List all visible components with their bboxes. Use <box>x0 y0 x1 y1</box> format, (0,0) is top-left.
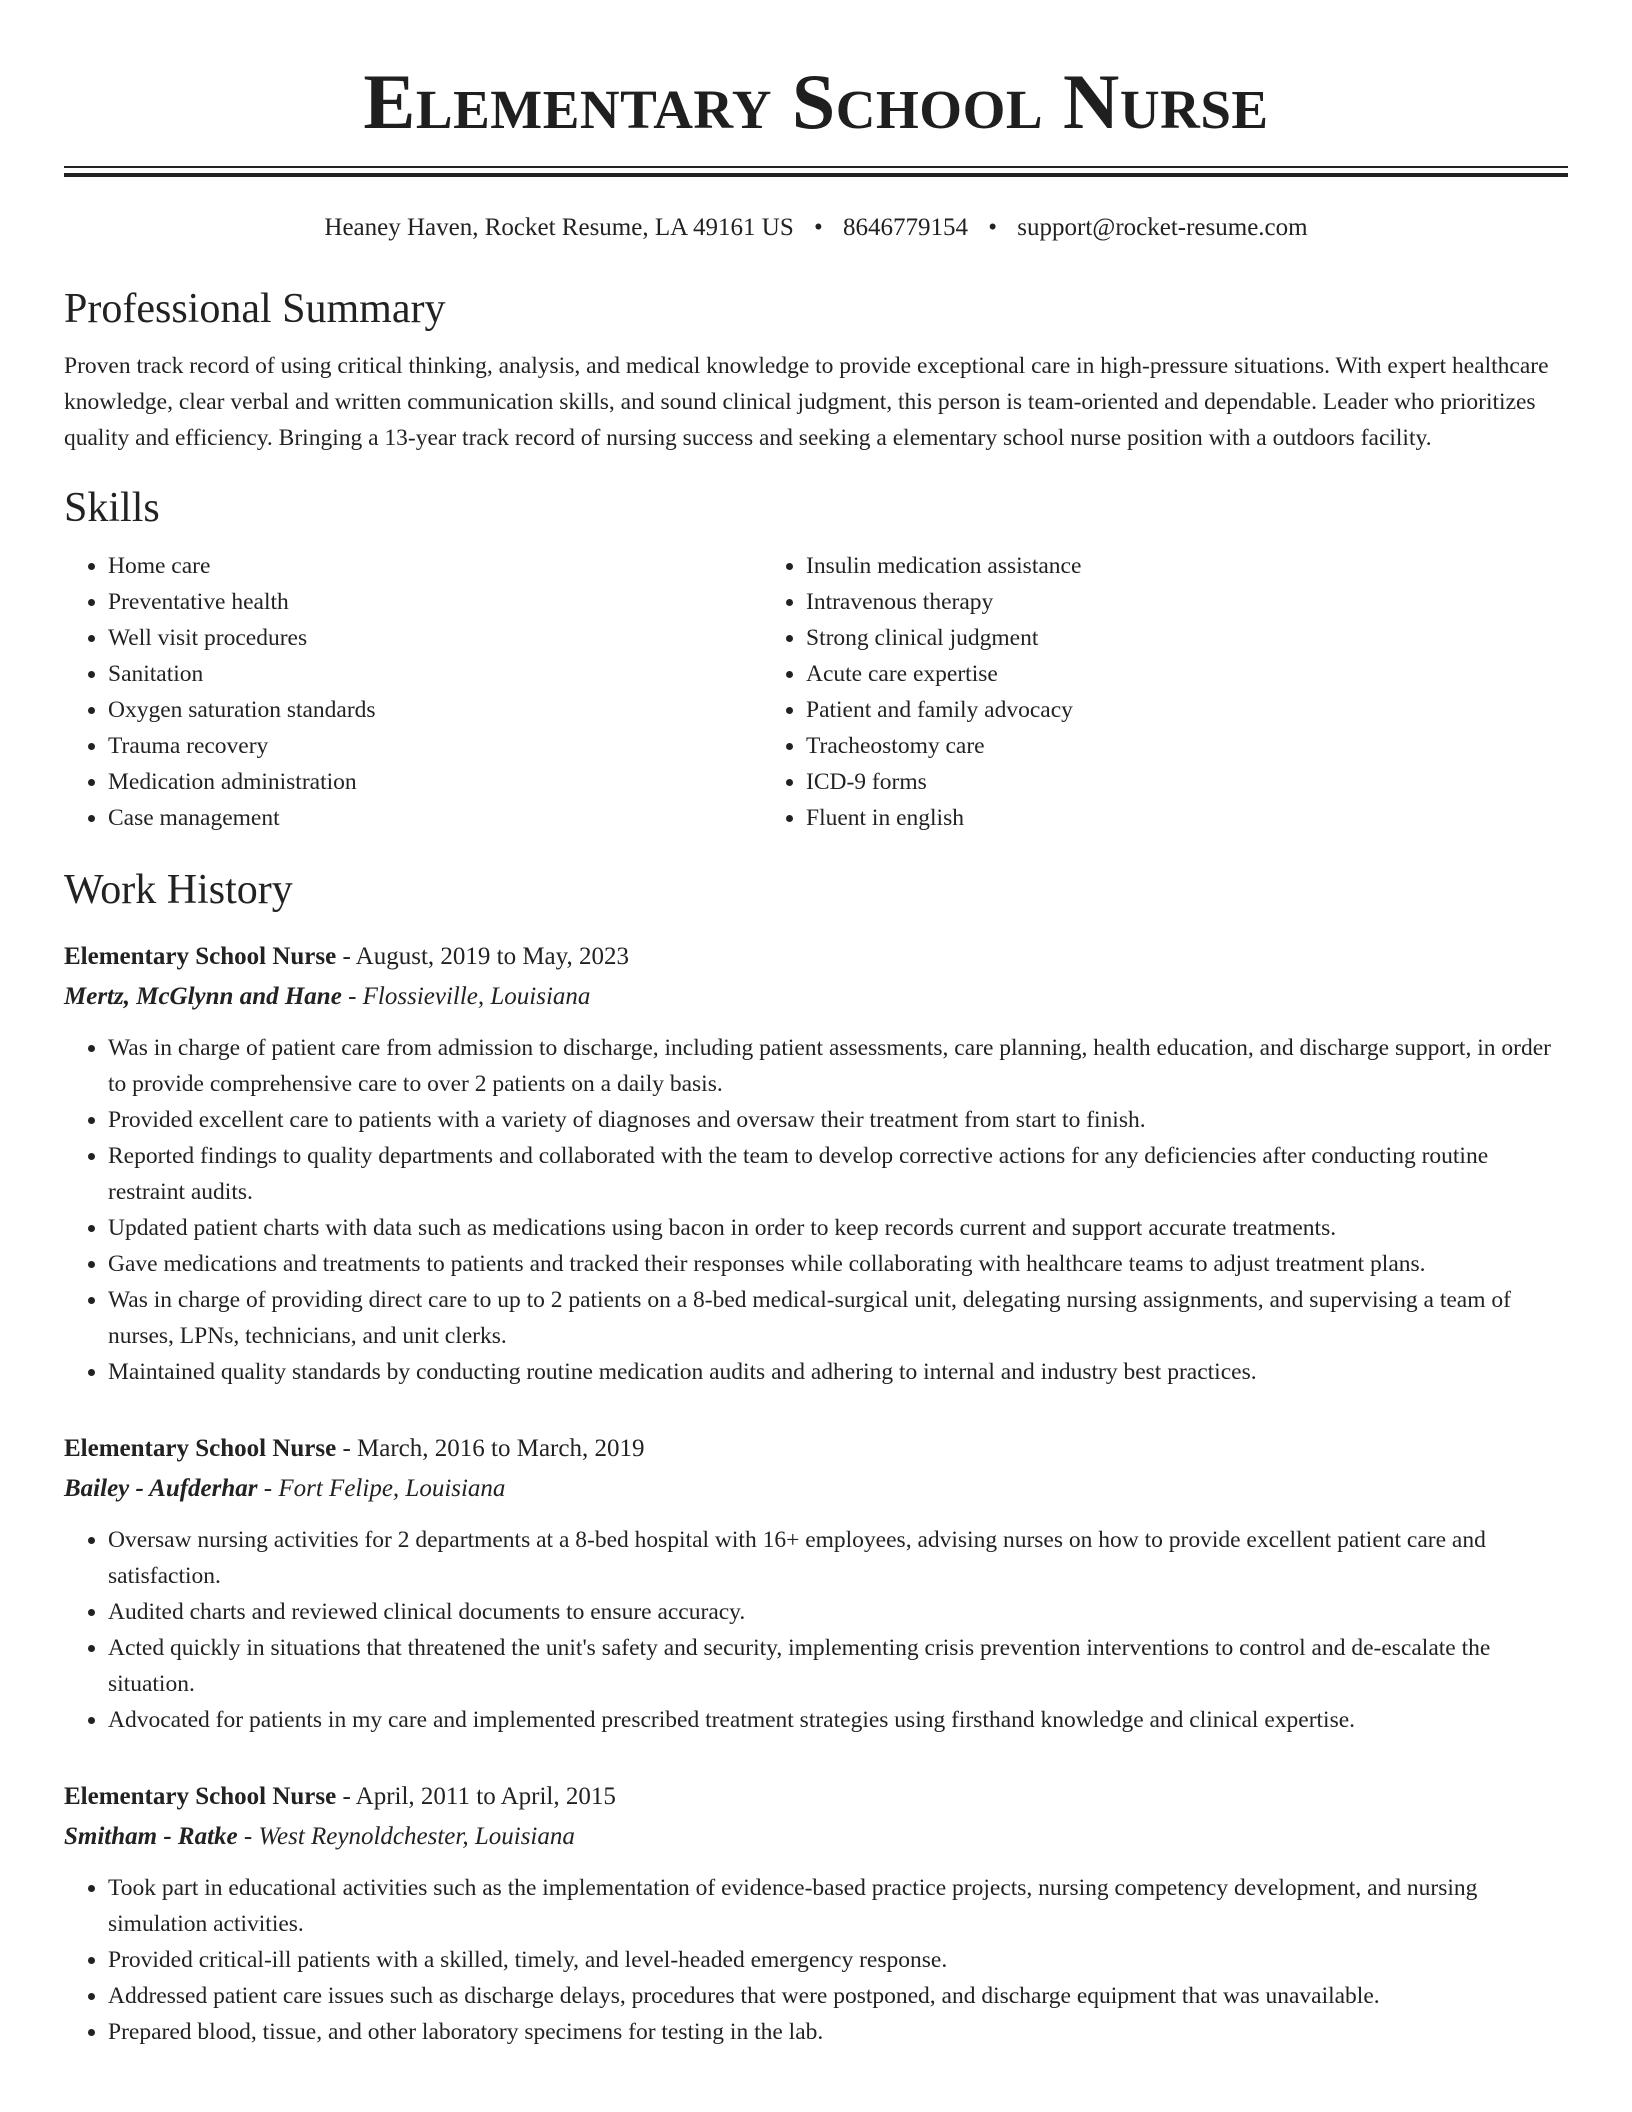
job-duties <box>64 1870 1568 2050</box>
work-history-heading: Work History <box>64 867 293 913</box>
job-employer <box>64 1818 1568 1856</box>
duty-item: • Reported findings to quality departments and collaborated with the team to develop corrective actions for any deficiencies after conducting routine restraint audits. <box>108 1138 1568 1210</box>
duty-item: • Updated patient charts with data such as medications using bacon in order to keep records current and support accurate treatments. <box>108 1210 1568 1246</box>
job-dash: - <box>336 1435 358 1462</box>
skill-item: • Medication administration <box>108 764 762 800</box>
skill-item: • Trauma recovery <box>108 728 762 764</box>
duty-item: • Advocated for patients in my care and implemented prescribed treatment strategies using firsthand knowledge and clinical expertise. <box>108 1702 1568 1738</box>
skills-list-right <box>762 548 1504 836</box>
job-company: Mertz, McGlynn and Hane <box>64 983 342 1010</box>
job-entry <box>64 1778 1568 2050</box>
job-dates: March, 2016 to March, 2019 <box>357 1435 645 1462</box>
duty-item: • Acted quickly in situations that threatened the unit's safety and security, implementing crisis prevention interventions to control and de-escalate the situation. <box>108 1630 1568 1702</box>
job-location: Flossieville, Louisiana <box>362 983 591 1010</box>
duty-item: • Provided excellent care to patients with a variety of diagnoses and oversaw their treatment from start to finish. <box>108 1102 1568 1138</box>
duty-item: • Took part in educational activities such as the implementation of evidence-based practice projects, nursing competency development, and nursing simulation activities. <box>108 1870 1568 1942</box>
job-entry <box>64 938 1568 1390</box>
contact-separator: • <box>988 214 998 241</box>
job-dash: - <box>341 983 363 1010</box>
job-location: Fort Felipe, Louisiana <box>278 1475 506 1502</box>
summary-heading: Professional Summary <box>64 286 446 332</box>
summary-text: Proven track record of using critical thinking, analysis, and medical knowledge to provide exceptional care in high-pressure situations. With expert healthcare knowledge, clear verbal and written communication skills, and sound clinical judgment, this person is team-oriented and dependable. Leader who prioritizes quality and efficiency. Bringing a 13-year track record of nursing success and seeking a elementary school nurse position with a outdoors facility. <box>64 353 1549 451</box>
contact-address: Heaney Haven, Rocket Resume, LA 49161 US <box>324 214 794 241</box>
skill-item: • Preventative health <box>108 584 762 620</box>
job-title: Elementary School Nurse <box>64 1783 337 1810</box>
job-company: Smitham - Ratke <box>64 1823 238 1850</box>
job-duties <box>64 1522 1568 1738</box>
duty-item: • Provided critical-ill patients with a skilled, timely, and level-headed emergency response. <box>108 1942 1568 1978</box>
contact-phone: 8646779154 <box>843 214 969 241</box>
job-title: Elementary School Nurse <box>64 943 337 970</box>
resume-title: Elementary School Nurse <box>363 58 1269 145</box>
duty-item: • Oversaw nursing activities for 2 departments at a 8-bed hospital with 16+ employees, advising nurses on how to provide excellent patient care and satisfaction. <box>108 1522 1568 1594</box>
job-header <box>64 1778 1568 1816</box>
contact-email: support@rocket-resume.com <box>1017 214 1308 241</box>
job-dash: - <box>257 1475 279 1502</box>
job-employer <box>64 978 1568 1016</box>
job-dash: - <box>237 1823 259 1850</box>
skill-item: • Insulin medication assistance <box>806 548 1504 584</box>
duty-item: • Prepared blood, tissue, and other laboratory specimens for testing in the lab. <box>108 2014 1568 2050</box>
skills-list-left <box>64 548 762 836</box>
job-dates: August, 2019 to May, 2023 <box>355 943 630 970</box>
duty-item: • Addressed patient care issues such as discharge delays, procedures that were postponed, and discharge equipment that was unavailable. <box>108 1978 1568 2014</box>
skill-item: • Tracheostomy care <box>806 728 1504 764</box>
contact-line <box>64 211 1568 245</box>
skills-grid <box>64 548 1568 836</box>
duty-item: • Gave medications and treatments to patients and tracked their responses while collaborating with healthcare teams to adjust treatment plans. <box>108 1246 1568 1282</box>
duty-item: • Was in charge of providing direct care to up to 2 patients on a 8-bed medical-surgical unit, delegating nursing assignments, and supervising a team of nurses, LPNs, technicians, and unit clerks. <box>108 1282 1568 1354</box>
duty-item: • Was in charge of patient care from admission to discharge, including patient assessments, care planning, health education, and discharge support, in order to provide comprehensive care to over 2 patients on a daily basis. <box>108 1030 1568 1102</box>
duty-item: • Maintained quality standards by conducting routine medication audits and adhering to internal and industry best practices. <box>108 1354 1568 1390</box>
skills-heading: Skills <box>64 485 160 531</box>
contact-separator: • <box>814 214 823 241</box>
job-dash: - <box>336 1783 356 1810</box>
job-duties <box>64 1030 1568 1390</box>
skill-item: • Home care <box>108 548 762 584</box>
job-header <box>64 1430 1568 1468</box>
skill-item: • Sanitation <box>108 656 762 692</box>
duty-item: • Audited charts and reviewed clinical documents to ensure accuracy. <box>108 1594 1568 1630</box>
title-divider <box>64 166 1568 177</box>
job-company: Bailey - Aufderhar <box>64 1475 258 1502</box>
skill-item: • Acute care expertise <box>806 656 1504 692</box>
job-dash: - <box>336 943 356 970</box>
skill-item: • Fluent in english <box>806 800 1504 836</box>
job-title: Elementary School Nurse <box>64 1435 337 1462</box>
job-location: West Reynoldchester, Louisiana <box>258 1823 575 1850</box>
skill-item: • Patient and family advocacy <box>806 692 1504 728</box>
job-dates: April, 2011 to April, 2015 <box>355 1783 616 1810</box>
skill-item: • ICD-9 forms <box>806 764 1504 800</box>
skill-item: • Oxygen saturation standards <box>108 692 762 728</box>
skill-item: • Intravenous therapy <box>806 584 1504 620</box>
skill-item: • Strong clinical judgment <box>806 620 1504 656</box>
job-employer <box>64 1470 1568 1508</box>
skill-item: • Case management <box>108 800 762 836</box>
skill-item: • Well visit procedures <box>108 620 762 656</box>
job-entry <box>64 1430 1568 1738</box>
job-header <box>64 938 1568 976</box>
